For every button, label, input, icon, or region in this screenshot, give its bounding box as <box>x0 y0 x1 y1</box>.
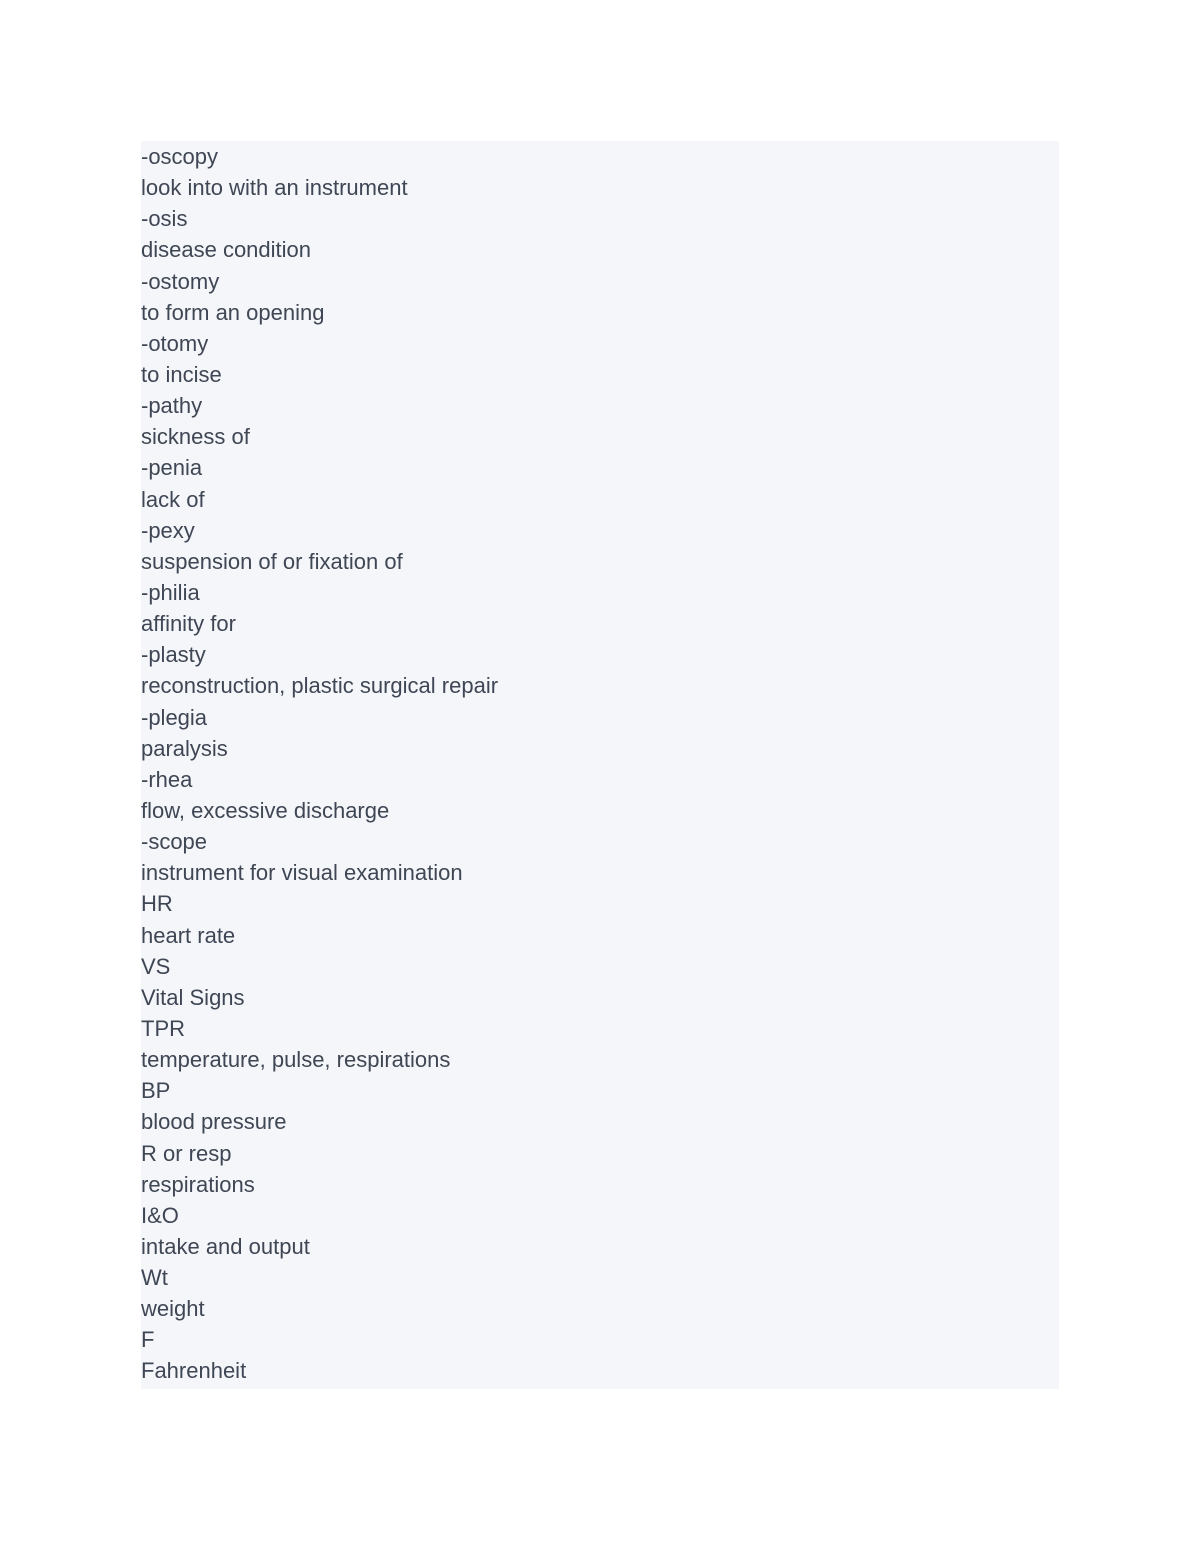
term: -scope <box>141 829 208 855</box>
term: BP <box>141 1078 171 1104</box>
definition: heart rate <box>141 922 236 948</box>
term: -philia <box>141 579 200 605</box>
term: -ostomy <box>141 268 220 294</box>
definition: to form an opening <box>141 299 325 325</box>
term: VS <box>141 953 171 979</box>
definition: instrument for visual examination <box>141 860 463 886</box>
definition: sickness of <box>141 424 250 450</box>
definition: weight <box>141 1296 205 1322</box>
definition: Vital Signs <box>141 984 245 1010</box>
term: F <box>141 1327 155 1353</box>
term: -otomy <box>141 330 209 356</box>
term: R or resp <box>141 1140 232 1166</box>
definition: look into with an instrument <box>141 175 408 201</box>
term: -osis <box>141 206 188 232</box>
definition: affinity for <box>141 611 236 637</box>
term: -plegia <box>141 704 208 730</box>
definition: blood pressure <box>141 1109 287 1135</box>
definition: respirations <box>141 1171 255 1197</box>
term: Wt <box>141 1265 168 1291</box>
definition: temperature, pulse, respirations <box>141 1047 451 1073</box>
term-list <box>141 141 498 1387</box>
term: -pathy <box>141 393 203 419</box>
term: I&O <box>141 1202 179 1228</box>
definition: suspension of or fixation of <box>141 548 403 574</box>
definition: intake and output <box>141 1233 310 1259</box>
term: -plasty <box>141 642 206 668</box>
definition: lack of <box>141 486 205 512</box>
term: -oscopy <box>141 144 219 169</box>
definition: reconstruction, plastic surgical repair <box>141 673 499 699</box>
term: TPR <box>141 1015 185 1041</box>
flashcard-content-block <box>141 141 1059 1389</box>
term: -rhea <box>141 766 193 792</box>
term: HR <box>141 891 173 917</box>
definition: disease condition <box>141 237 312 263</box>
definition: to incise <box>141 361 222 387</box>
term: -penia <box>141 455 203 481</box>
definition: paralysis <box>141 735 228 761</box>
definition: Fahrenheit <box>141 1358 247 1384</box>
term: -pexy <box>141 517 195 543</box>
definition: flow, excessive discharge <box>141 797 390 823</box>
